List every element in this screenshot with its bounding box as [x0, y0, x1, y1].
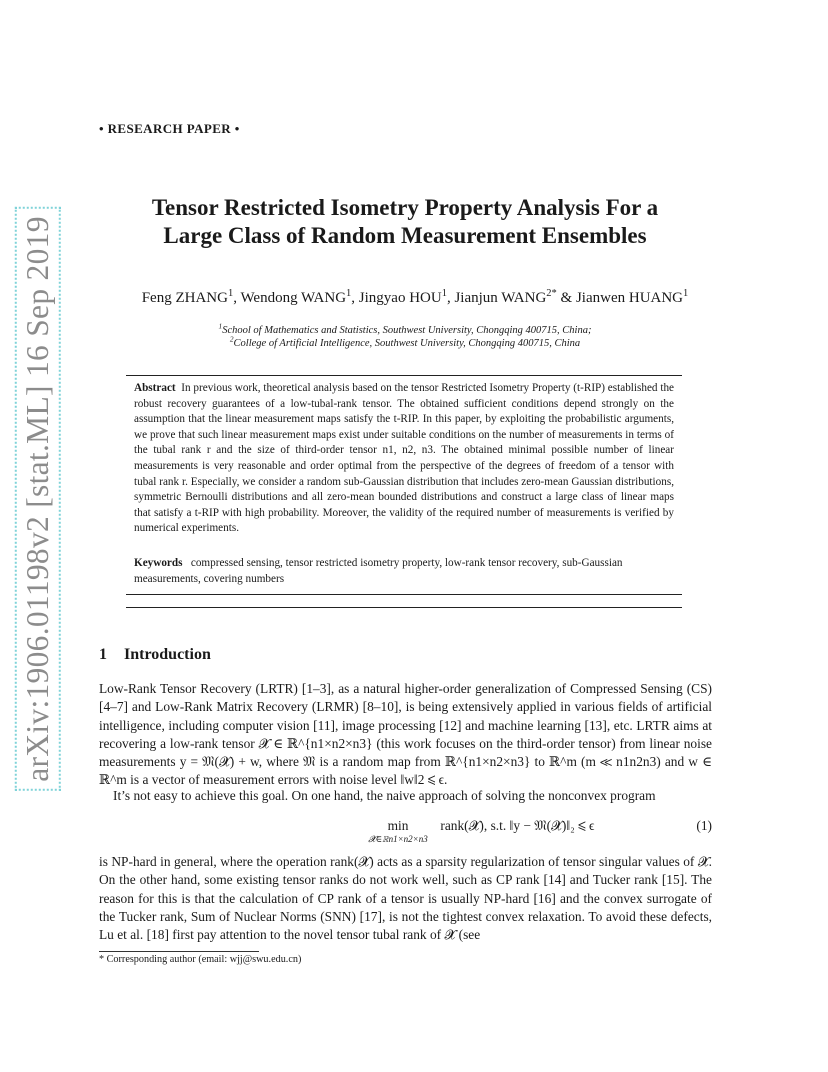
arxiv-stamp[interactable]: arXiv:1906.01198v2 [stat.ML] 16 Sep 2019 [20, 212, 56, 786]
section-number: 1 [99, 646, 107, 663]
title-line-2: Large Class of Random Measurement Ensembles [163, 223, 647, 248]
equation-body [359, 818, 594, 844]
affiliation-mark: 2 [229, 334, 234, 344]
author-name: Jianwen HUANG [575, 290, 684, 306]
author-name: Wendong WANG [240, 290, 347, 306]
author-affiliation-mark: 1 [441, 288, 447, 299]
intro-paragraph-3: is NP-hard in general, where the operation rank(𝓧) acts as a sparsity regularization of tensor singular values of 𝓧. On the other hand, some existing tensor ranks do not work well, such as CP rank [14] and Tucker rank [15]. The reason for this is that the calculation of CP rank of a tensor is usually NP-hard [16] and the convex surrogate of the Tucker rank, Sum of Nuclear Norms (SNN) [17], is not the tightest convex relaxation. To avoid these defects, Lu et al. [18] first pay attention to the novel tensor tubal rank of 𝓧 (see [99, 854, 712, 943]
equation-min-label: min [387, 818, 409, 833]
abstract-bottom-rule-2 [126, 607, 682, 608]
author-list: Feng ZHANG$^1$, Wendong WANG$^1$, Jingyao HOU$^1$, Jianjun $WANG^{2*}$ & Jianwen HUANG$^1$ [141, 288, 689, 306]
keywords-text: compressed sensing, tensor restricted isometry property, low-rank tensor recovery, sub-Gaussian measurements, covering numbers [134, 557, 623, 585]
paper-title [90, 194, 720, 250]
author-name: Jianjun WANG [454, 290, 547, 306]
footnote-rule [99, 951, 259, 952]
affiliation-2 [90, 334, 720, 350]
abstract-text: In previous work, theoretical analysis based on the tensor Restricted Isometry Property (t-RIP) established the robust recovery guarantees of a low-tubal-rank tensor. The obtained sufficient conditions depend strongly on the assumption that the linear measurement maps satisfy the t-RIP. In this paper, by exploiting the probabilistic arguments, we prove that such linear measurement maps exist under suitable conditions on the number of measurements in terms of the tubal rank r and the size of third-order tensor n1, n2, n3. The obtained minimal possible number of linear measurements is very reasonable and order optimal from the perspective of the degrees of freedom of a tensor with tubal rank r. Especially, we consider a random sub-Gaussian distribution that includes zero-mean Gaussian distributions, symmetric Bernoulli distributions and all zero-mean bounded distributions and construct a large class of linear maps that satisfy a t-RIP with high probability. Moreover, the validity of the required number of measurements is verified by numerical experiments. [134, 382, 675, 535]
equation-expression: rank(𝓧), s.t. ‖y − 𝔐(𝓧)‖₂ ⩽ ϵ [440, 818, 595, 833]
section-heading [99, 646, 211, 664]
author-affiliation-mark: 1 [683, 288, 689, 299]
affiliation-mark: 1 [218, 321, 223, 331]
equation-1 [99, 818, 712, 844]
keywords-block [134, 556, 674, 587]
title-line-1: Tensor Restricted Isometry Property Analysis For a [151, 195, 659, 220]
abstract-bottom-rule-1 [126, 594, 682, 595]
author-affiliation-mark: 2* [546, 288, 557, 299]
affiliation-text: School of Mathematics and Statistics, Southwest University, Chongqing 400715, China; [222, 325, 592, 336]
equation-min-operator [359, 818, 437, 844]
footnote: * Corresponding author (email: wjj@swu.edu.cn) [99, 954, 302, 965]
intro-paragraph-1: Low-Rank Tensor Recovery (LRTR) [1–3], as a natural higher-order generalization of Compressed Sensing (CS) [4–7] and Low-Rank Matrix Recovery (LRMR) [8–10], is being extensively applied in various fields of artificial intelligence, including computer vision [11], image processing [12] and machine learning [13], etc. LRTR aims at recovering a low-rank tensor 𝓧 ∈ ℝ^{n1×n2×n3} (this work focuses on the third-order tensor) from linear noise measurements y = 𝔐(𝓧) + w, where 𝔐 is a random map from ℝ^{n1×n2×n3} to ℝ^m (m ≪ n1n2n3) and w ∈ ℝ^m is a vector of measurement errors with noise level ‖w‖2 ⩽ ϵ. [99, 681, 712, 788]
intro-paragraph-2: It’s not easy to achieve this goal. On one hand, the naive approach of solving the nonconvex program [113, 788, 656, 803]
equation-number: (1) [696, 818, 712, 833]
author-ampersand: & [560, 290, 573, 306]
equation-min-subscript: 𝓧∈ℝn1×n2×n3 [368, 834, 428, 844]
paper-type-label: • RESEARCH PAPER • [99, 121, 240, 136]
abstract-block [134, 381, 674, 537]
arxiv-stamp-container [14, 216, 62, 782]
section-title: Introduction [124, 646, 211, 663]
affiliation-text: College of Artificial Intelligence, Southwest University, Chongqing 400715, China [233, 338, 581, 349]
keywords-heading: Keywords [134, 557, 183, 569]
abstract-heading: Abstract [134, 382, 176, 394]
author-name: Feng ZHANG [141, 290, 228, 306]
author-affiliation-mark: 1 [227, 288, 234, 299]
author-affiliation-mark: 1 [346, 288, 352, 299]
affiliation-1 [90, 321, 720, 337]
author-name: Jingyao HOU [358, 290, 442, 306]
affiliations [90, 321, 720, 350]
abstract-top-rule [126, 375, 682, 376]
